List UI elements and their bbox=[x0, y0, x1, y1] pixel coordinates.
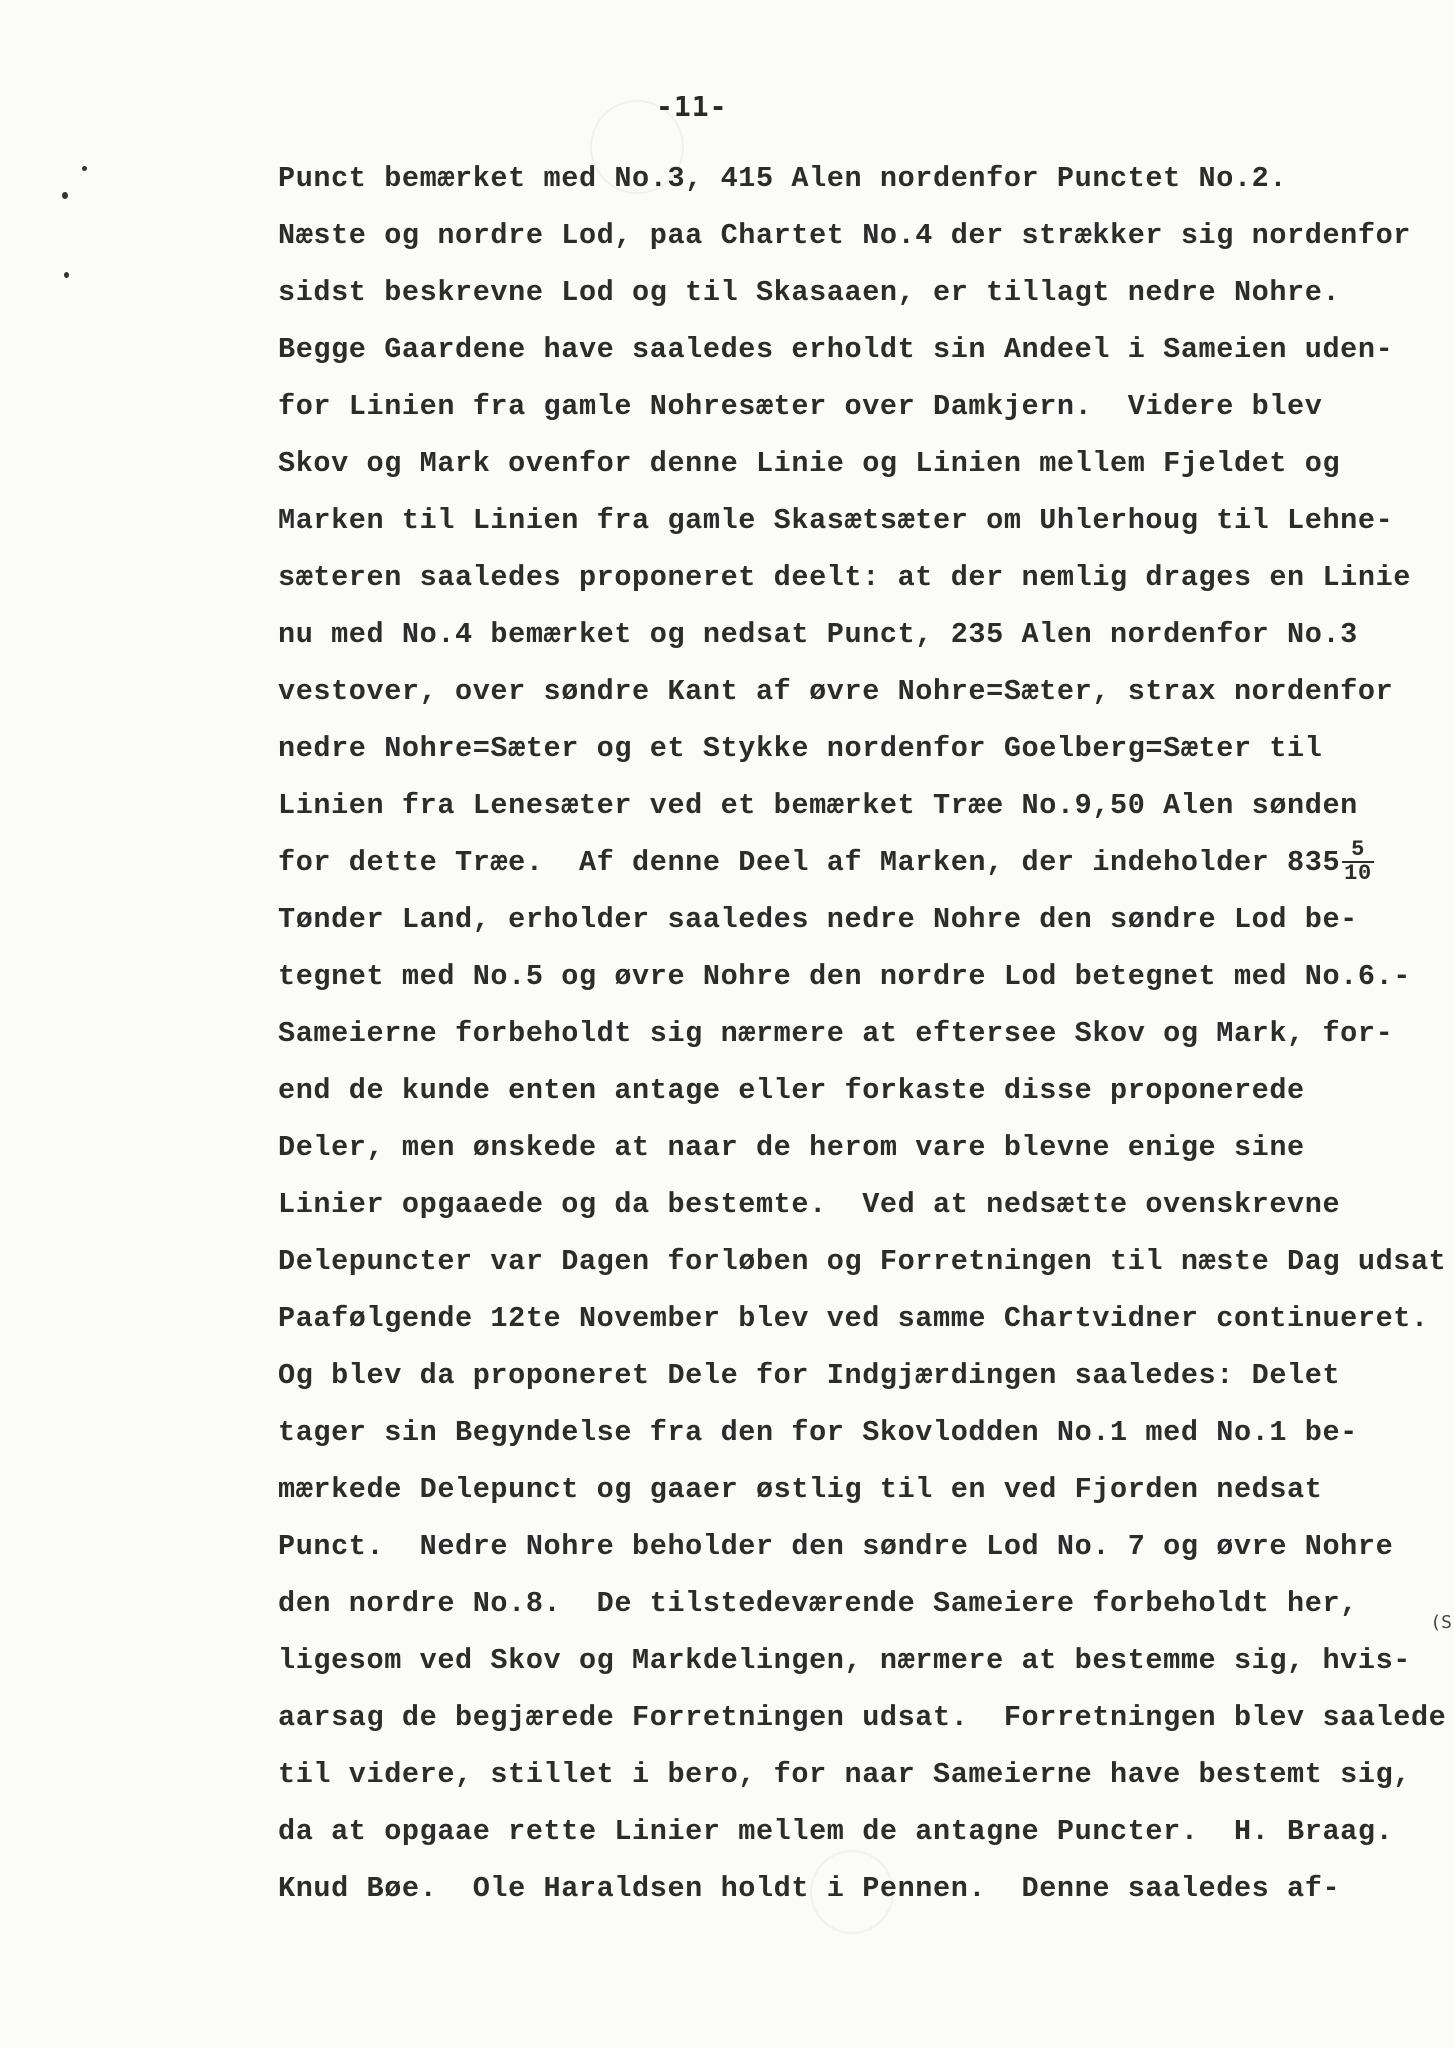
edge-note: (S bbox=[1430, 1612, 1452, 1633]
text-line: Tønder Land, erholder saaledes nedre Nohre den søndre Lod be- bbox=[278, 903, 1358, 936]
text-line: Knud Bøe. Ole Haraldsen holdt i Pennen. Denne saaledes af- bbox=[278, 1872, 1341, 1905]
body-text bbox=[278, 150, 1454, 1917]
text-line: ligesom ved Skov og Markdelingen, nærmere at bestemme sig, hvis- bbox=[278, 1644, 1411, 1677]
text-line: sidst beskrevne Lod og til Skasaaen, er tillagt nedre Nohre. bbox=[278, 276, 1341, 309]
text-line: Og blev da proponeret Dele for Indgjærdingen saaledes: Delet bbox=[278, 1359, 1341, 1392]
text-line: Næste og nordre Lod, paa Chartet No.4 der strækker sig nordenfor bbox=[278, 219, 1411, 252]
text-line: sæteren saaledes proponeret deelt: at der nemlig drages en Linie bbox=[278, 561, 1411, 594]
text-line: end de kunde enten antage eller forkaste disse proponerede bbox=[278, 1074, 1305, 1107]
text-line: nedre Nohre=Sæter og et Stykke nordenfor Goelberg=Sæter til bbox=[278, 732, 1323, 765]
text-line: nu med No.4 bemærket og nedsat Punct, 235 Alen nordenfor No.3 bbox=[278, 618, 1358, 651]
text-line: Deler, men ønskede at naar de herom vare blevne enige sine bbox=[278, 1131, 1305, 1164]
text-line: for Linien fra gamle Nohresæter over Damkjern. Videre blev bbox=[278, 390, 1323, 423]
text-line-with-fraction bbox=[278, 834, 1454, 891]
text-line: da at opgaae rette Linier mellem de antagne Puncter. H. Braag. bbox=[278, 1815, 1394, 1848]
page-number: -11- bbox=[656, 90, 728, 123]
text-line: mærkede Delepunct og gaaer østlig til en ved Fjorden nedsat bbox=[278, 1473, 1323, 1506]
text-line: Delepuncter var Dagen forløben og Forretningen til næste Dag udsat bbox=[278, 1245, 1447, 1278]
margin-dot bbox=[82, 166, 87, 171]
fraction bbox=[1342, 839, 1374, 885]
text-line: tager sin Begyndelse fra den for Skovlodden No.1 med No.1 be- bbox=[278, 1416, 1358, 1449]
text-line: Linier opgaaede og da bestemte. Ved at nedsætte ovenskrevne bbox=[278, 1188, 1341, 1221]
text-line: aarsag de begjærede Forretningen udsat. Forretningen blev saalede bbox=[278, 1701, 1447, 1734]
text-line: den nordre No.8. De tilstedeværende Sameiere forbeholdt her, bbox=[278, 1587, 1358, 1620]
text-line: Punct. Nedre Nohre beholder den søndre Lod No. 7 og øvre Nohre bbox=[278, 1530, 1394, 1563]
text-line: til videre, stillet i bero, for naar Sameierne have bestemt sig, bbox=[278, 1758, 1411, 1791]
margin-dot bbox=[62, 192, 68, 199]
text-line: Paafølgende 12te November blev ved samme Chartvidner continueret. bbox=[278, 1302, 1429, 1335]
text-line: Begge Gaardene have saaledes erholdt sin Andeel i Sameien uden- bbox=[278, 333, 1394, 366]
fraction-denominator: 10 bbox=[1344, 861, 1372, 887]
margin-dot bbox=[64, 272, 69, 278]
text-line: tegnet med No.5 og øvre Nohre den nordre Lod betegnet med No.6.- bbox=[278, 960, 1411, 993]
fraction-numerator: 5 bbox=[1342, 839, 1374, 863]
text-line: Skov og Mark ovenfor denne Linie og Linien mellem Fjeldet og bbox=[278, 447, 1341, 480]
text-line: vestover, over søndre Kant af øvre Nohre=Sæter, strax nordenfor bbox=[278, 675, 1394, 708]
text-line: Marken til Linien fra gamle Skasætsæter om Uhlerhoug til Lehne- bbox=[278, 504, 1394, 537]
text-line: Sameierne forbeholdt sig nærmere at eftersee Skov og Mark, for- bbox=[278, 1017, 1394, 1050]
text-line-fragment: for dette Træe. Af denne Deel af Marken, der indeholder 835 bbox=[278, 846, 1341, 879]
text-line: Linien fra Lenesæter ved et bemærket Træe No.9,50 Alen sønden bbox=[278, 789, 1358, 822]
text-line: Punct bemærket med No.3, 415 Alen nordenfor Punctet No.2. bbox=[278, 162, 1288, 195]
